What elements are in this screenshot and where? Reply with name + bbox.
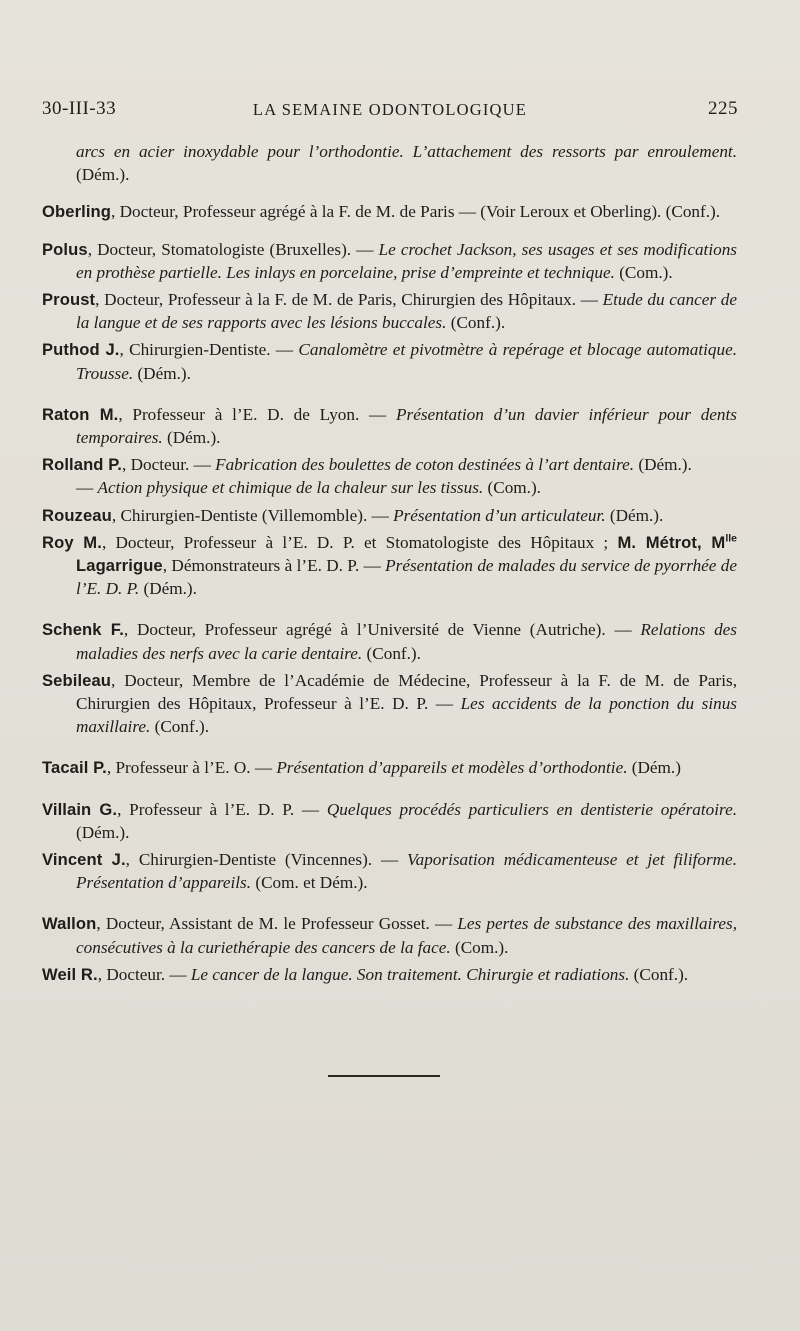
entry-type: (Com. et Dém.). xyxy=(251,873,368,893)
issue-date: 30-III-33 xyxy=(42,98,117,119)
entry-title: Les accidents de la ponction du sinus maxillaire. xyxy=(76,694,737,737)
list-entry xyxy=(42,238,737,284)
entry-details-secondary: , Démonstrateurs à l’E. D. P. — xyxy=(162,556,386,576)
entry-name-secondary: M. Métrot, M xyxy=(617,532,726,552)
list-entry xyxy=(42,476,737,499)
entry-title: Présentation d’un davier inférieur pour dents temporaires. xyxy=(76,404,737,448)
entry-name: Rouzeau xyxy=(42,505,112,525)
entry-name: Roy M. xyxy=(42,532,102,552)
entry-details: , Chirurgien-Dentiste (Villemomble). — xyxy=(111,505,394,525)
page-number: 225 xyxy=(708,98,738,119)
entry-details: , Docteur, Professeur à l’E. D. P. et Stomatologiste des Hôpitaux ; xyxy=(101,532,618,552)
list-entry xyxy=(42,618,737,664)
list-entry xyxy=(42,963,737,986)
entry-details: , Docteur, Membre de l’Académie de Médecine, Professeur à la F. de M. de Paris, Chirurgien des Hôpitaux, Professeur à l’E. D. P. — xyxy=(76,670,737,714)
entry-title: Fabrication des boulettes de coton destinées à l’art dentaire. xyxy=(215,455,635,475)
list-entry xyxy=(42,403,737,449)
entry-type: (Dém.) xyxy=(627,758,681,778)
entry-title: Le crochet Jackson, ses usages et ses modifications en prothèse partielle. Les inlays en porcelaine, prise d’empreinte et technique. xyxy=(76,239,737,282)
entry-details: , Docteur, Stomatologiste (Bruxelles). — xyxy=(87,239,379,259)
entry-type: (Conf.). xyxy=(150,717,210,737)
entry-name-superscript: lle xyxy=(725,532,737,545)
entry-type: (Dém.). xyxy=(162,428,221,448)
entry-name: Wallon xyxy=(42,914,97,934)
entry-title: Relations des maladies des nerfs avec la carie dentaire. xyxy=(76,620,737,663)
entry-details: , Professeur à l’E. O. — xyxy=(106,758,277,778)
list-entry xyxy=(42,338,737,384)
entry-details: , Docteur. — xyxy=(122,455,216,475)
entry-title: Action physique et chimique de la chaleur sur les tissus. xyxy=(97,478,484,498)
entry-name: Schenk F. xyxy=(42,620,124,640)
list-entry xyxy=(42,200,737,223)
list-entry xyxy=(42,848,737,894)
list-entry xyxy=(42,504,737,527)
list-entry xyxy=(42,140,737,186)
entry-type: (Dém.). xyxy=(133,363,191,383)
running-header xyxy=(42,98,738,124)
entry-type: (Com.). xyxy=(483,478,541,498)
entry-details: , Professeur à l’E. D. de Lyon. — xyxy=(118,404,396,424)
end-rule-divider xyxy=(328,1075,440,1077)
entry-title: arcs en acier inoxydable pour l’orthodontie. L’attachement des ressorts par enroulement. xyxy=(76,142,737,161)
entry-title: Présentation d’un articulateur. xyxy=(393,505,606,525)
entry-name: Tacail P. xyxy=(42,758,107,778)
entry-type: (Conf.). xyxy=(446,313,506,333)
entry-name-tertiary: Lagarrigue xyxy=(76,556,163,576)
entry-details: , Docteur, Professeur à la F. de M. de Paris, Chirurgien des Hôpitaux. — xyxy=(95,290,603,310)
entry-type: (Conf.). xyxy=(629,964,689,984)
contributor-list xyxy=(42,140,737,986)
entry-title: Quelques procédés particuliers en dentisterie opératoire. xyxy=(326,799,737,819)
entry-type: (Dém.). xyxy=(605,505,664,525)
entry-details: , Docteur. — xyxy=(97,964,191,984)
entry-title: Les pertes de substance des maxillaires, consécutives à la curiethérapie des cancers de la face. xyxy=(76,914,737,957)
entry-name: Oberling xyxy=(42,202,112,222)
entry-type: (Dém.). xyxy=(76,822,130,842)
entry-name: Proust xyxy=(42,290,96,310)
entry-title: Présentation d’appareils et modèles d’orthodontie. xyxy=(276,758,628,778)
entry-name: Polus xyxy=(42,239,88,259)
entry-type: (Dém.). xyxy=(76,165,130,185)
entry-title: Présentation de malades du service de pyorrhée de l’E. D. P. xyxy=(76,556,737,599)
list-entry xyxy=(42,798,737,844)
list-entry xyxy=(42,912,737,958)
entry-name: Rolland P. xyxy=(42,455,122,475)
journal-title: LA SEMAINE ODONTOLOGIQUE xyxy=(252,100,528,119)
entry-name: Puthod J. xyxy=(42,340,120,360)
entry-name: Raton M. xyxy=(42,404,119,424)
entry-title: Vaporisation médicamenteuse et jet filiforme. Présentation d’appareils. xyxy=(76,850,737,893)
entry-title: Le cancer de la langue. Son traitement. Chirurgie et radiations. xyxy=(190,964,630,984)
list-entry xyxy=(42,288,737,334)
entry-title: Etude du cancer de la langue et de ses rapports avec les lésions buccales. xyxy=(76,290,737,333)
entry-name: Vincent J. xyxy=(42,850,126,870)
entry-title: Canalomètre et pivotmètre à repérage et blocage automatique. Trousse. xyxy=(76,340,737,383)
entry-name: Weil R. xyxy=(42,964,98,984)
entry-type: (Com.). xyxy=(614,262,673,282)
list-entry xyxy=(42,453,737,476)
entry-name: Villain G. xyxy=(42,799,118,819)
list-entry xyxy=(42,669,737,739)
entry-details: , Professeur à l’E. D. P. — xyxy=(117,799,327,819)
entry-type: (Dém.). xyxy=(139,579,197,599)
list-entry xyxy=(42,756,737,779)
entry-details: , Docteur, Professeur agrégé à la F. de M. de Paris — (Voir Leroux et Oberling). (Conf.). xyxy=(111,202,721,222)
entry-type: (Conf.). xyxy=(362,643,421,663)
entry-details: , Chirurgien-Dentiste (Vincennes). — xyxy=(125,850,408,870)
entry-details: , Docteur, Assistant de M. le Professeur Gosset. — xyxy=(96,914,458,934)
entry-details: , Docteur, Professeur agrégé à l’Université de Vienne (Autriche). — xyxy=(123,620,641,640)
entry-type: (Com.). xyxy=(450,937,509,957)
entry-details: — xyxy=(76,478,98,498)
list-entry xyxy=(42,531,737,601)
entry-type: (Dém.). xyxy=(634,455,692,475)
entry-name: Sebileau xyxy=(42,670,112,690)
entry-details: , Chirurgien-Dentiste. — xyxy=(119,340,299,360)
